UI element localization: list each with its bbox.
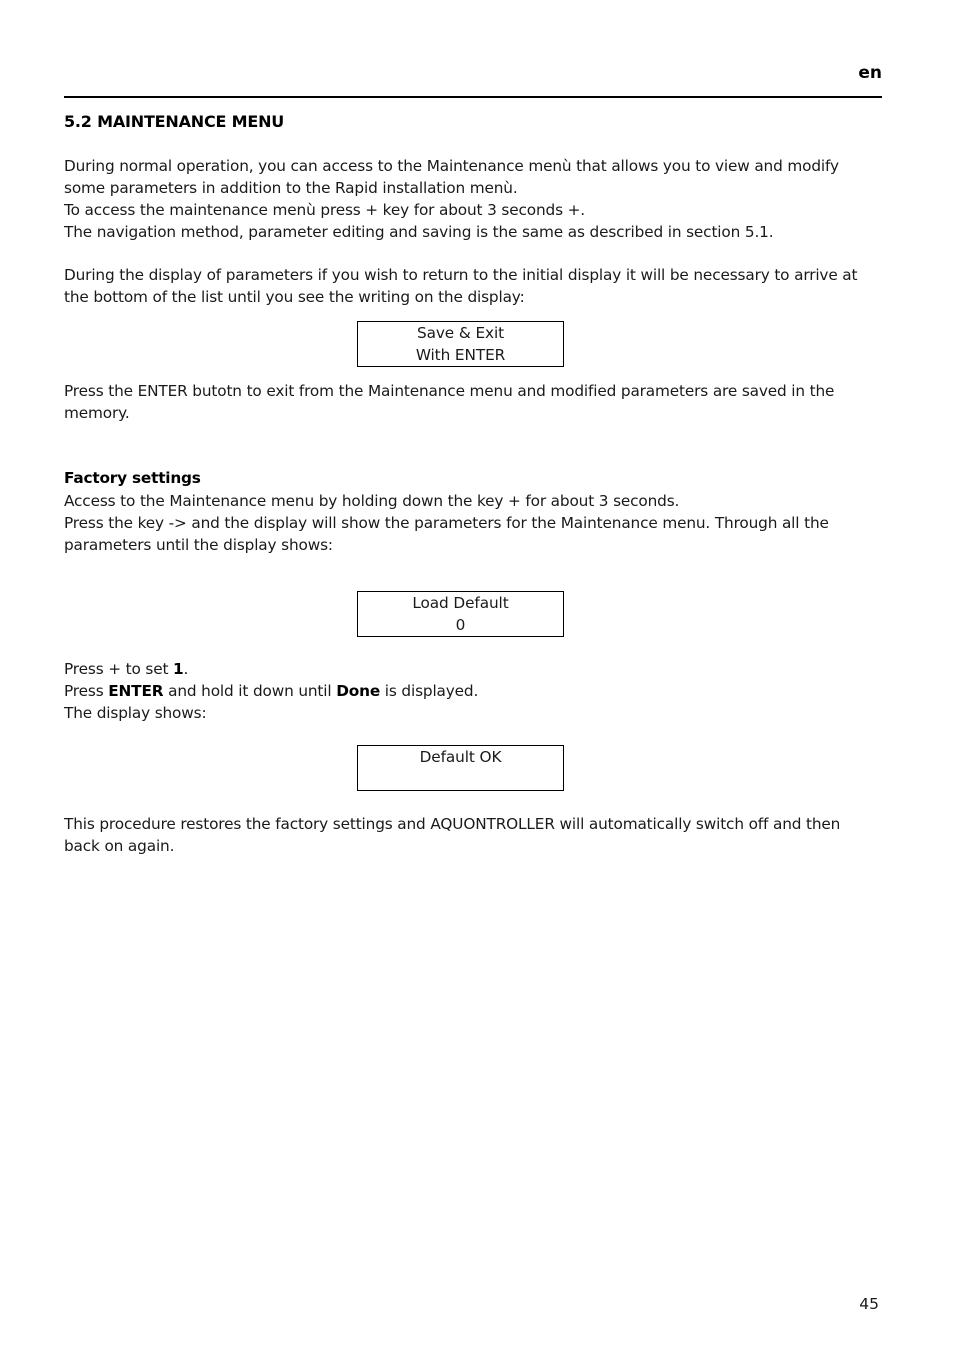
display-line: 0 bbox=[455, 616, 466, 634]
text-line: The navigation method, parameter editing and saving is the same as described in section 5.1. bbox=[64, 223, 774, 241]
section-heading: 5.2 MAINTENANCE MENU bbox=[64, 112, 285, 131]
text-line: Press the key -> and the display will show the parameters for the Maintenance menu. Through all the bbox=[64, 514, 829, 532]
display-save-exit bbox=[357, 321, 564, 367]
page-number: 45 bbox=[859, 1295, 879, 1313]
step-1: Press + to set 1. bbox=[64, 660, 189, 678]
display-default-ok bbox=[357, 745, 564, 791]
enter-key-label: ENTER bbox=[108, 682, 164, 700]
step-3: The display shows: bbox=[64, 704, 207, 722]
done-label: Done bbox=[336, 682, 381, 700]
intro-paragraph bbox=[64, 155, 884, 243]
text-line: parameters until the display shows: bbox=[64, 536, 333, 554]
text-line: To access the maintenance menù press + key for about 3 seconds +. bbox=[64, 201, 585, 219]
text-line: During the display of parameters if you wish to return to the initial display it will be necessary to arrive at bbox=[64, 266, 858, 284]
display-line: Save & Exit bbox=[416, 324, 505, 342]
text-line: memory. bbox=[64, 404, 130, 422]
factory-settings-heading: Factory settings bbox=[64, 469, 201, 487]
text-line: This procedure restores the factory settings and AQUONTROLLER will automatically switch off and then bbox=[64, 815, 841, 833]
text-line: back on again. bbox=[64, 837, 175, 855]
exit-paragraph bbox=[64, 380, 884, 424]
display-line: With ENTER bbox=[415, 346, 506, 364]
step-1-value: 1 bbox=[173, 660, 184, 678]
display-load-default bbox=[357, 591, 564, 637]
language-code: en bbox=[858, 63, 882, 83]
step-2: Press ENTER and hold it down until Done is displayed. bbox=[64, 682, 479, 700]
steps-paragraph bbox=[64, 658, 884, 724]
access-paragraph bbox=[64, 490, 884, 556]
header-rule bbox=[64, 96, 882, 98]
display-line: Default OK bbox=[419, 748, 502, 766]
restore-paragraph bbox=[64, 813, 884, 857]
display-line: Load Default bbox=[412, 594, 509, 612]
return-paragraph bbox=[64, 264, 884, 308]
text-line: Access to the Maintenance menu by holding down the key + for about 3 seconds. bbox=[64, 492, 680, 510]
text-line: Press the ENTER butotn to exit from the Maintenance menu and modified parameters are saved in the bbox=[64, 382, 835, 400]
text-line: some parameters in addition to the Rapid installation menù. bbox=[64, 179, 518, 197]
text-line: During normal operation, you can access to the Maintenance menù that allows you to view and modify bbox=[64, 157, 839, 175]
text-line: the bottom of the list until you see the writing on the display: bbox=[64, 288, 525, 306]
